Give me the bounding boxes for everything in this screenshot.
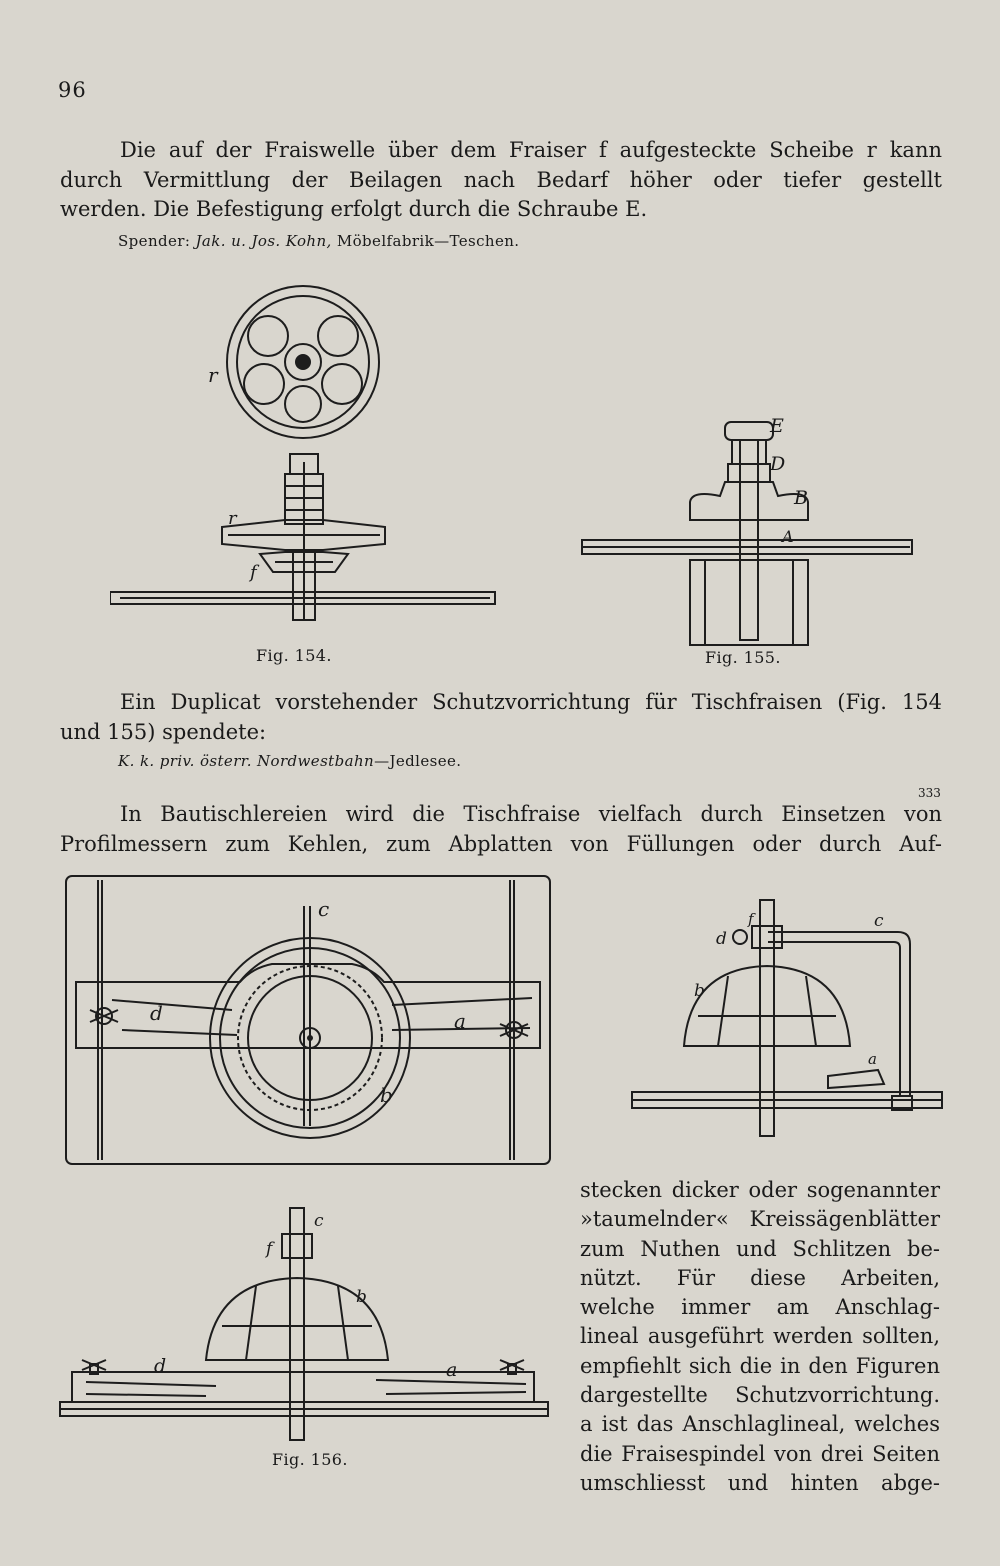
paragraph-2-line: Ein Duplicat vorstehender Schutzvorrichtung für Tischfraisen (Fig. 154 — [120, 690, 942, 714]
side-text-line: zum Nuthen und Schlitzen be- — [580, 1236, 940, 1261]
fig156-label-c: c — [318, 897, 330, 921]
figure-156-side-view — [628, 896, 950, 1146]
fig155-label-A: A — [782, 527, 794, 546]
paragraph-2 — [60, 688, 942, 747]
fig156-side-label-d: d — [716, 929, 727, 949]
fig-155-caption: Fig. 155. — [705, 648, 781, 667]
paragraph-1 — [60, 136, 942, 225]
fig156-label-b-top: b — [380, 1083, 393, 1107]
fig156-front-label-d: d — [154, 1355, 167, 1377]
paragraph-3-line: In Bautischlereien wird die Tischfraise vielfach durch Einsetzen von — [120, 802, 942, 826]
donor-2-rest: —Jedlesee. — [374, 752, 462, 770]
side-text-line: empfiehlt sich die in den Figuren — [580, 1353, 940, 1378]
donor-rest: Möbelfabrik—Teschen. — [336, 232, 520, 250]
side-text-line: die Fraisespindel von drei Seiten — [580, 1441, 940, 1466]
donor-line-1 — [118, 232, 519, 250]
side-text-line: welche immer am Anschlag- — [580, 1295, 940, 1320]
donor-names: Jak. u. Jos. Kohn, — [195, 232, 332, 250]
fig154-label-r-top: r — [208, 363, 218, 387]
side-text-line: stecken dicker oder sogenannter — [580, 1178, 940, 1202]
paragraph-1-line: werden. Die Befestigung erfolgt durch die Schraube E. — [60, 197, 648, 221]
page-number: 96 — [58, 78, 87, 102]
paragraph-3-line: Profilmessern zum Kehlen, zum Abplatten von Füllungen oder durch Auf- — [60, 831, 942, 856]
side-text-line: a ist das Anschlaglineal, welches — [580, 1412, 940, 1437]
fig156-side-label-b: b — [694, 981, 705, 1001]
paragraph-1-line: durch Vermittlung der Beilagen nach Bedarf höher oder tiefer gestellt — [60, 167, 942, 192]
fig156-side-label-c: c — [874, 911, 884, 931]
donor-prefix: Spender: — [118, 232, 191, 250]
figure-156-top-view — [62, 870, 556, 1170]
fig156-label-d-top: d — [150, 1001, 163, 1025]
side-text-line: lineal ausgeführt werden sollten, — [580, 1324, 940, 1349]
fig155-label-E: E — [770, 415, 784, 437]
figure-155 — [580, 410, 920, 650]
paragraph-3 — [60, 800, 942, 859]
margin-number: 333 — [918, 786, 941, 800]
fig156-front-label-f: f — [266, 1239, 273, 1259]
fig154-label-r-mid: r — [228, 508, 237, 529]
paragraph-1-line: Die auf der Fraiswelle über dem Fraiser f aufgesteckte Scheibe r kann — [120, 138, 942, 162]
fig155-label-D: D — [770, 453, 786, 475]
fig154-label-f: f — [250, 562, 257, 583]
side-text-line: dargestellte Schutzvorrichtung. — [580, 1383, 940, 1408]
side-column-text — [580, 1176, 940, 1498]
fig155-label-B: B — [794, 487, 808, 509]
paragraph-2-line: und 155) spendete: — [60, 719, 267, 744]
figure-154 — [110, 262, 510, 642]
fig156-side-label-f: f — [748, 910, 754, 928]
side-text-line: umschliesst und hinten abge- — [580, 1470, 940, 1495]
fig-154-caption: Fig. 154. — [256, 646, 332, 665]
donor-2-names: K. k. priv. österr. Nordwestbahn — [118, 752, 375, 770]
donor-line-2 — [118, 752, 461, 770]
side-text-line: »taumelnder« Kreissägenblätter — [580, 1207, 940, 1232]
fig-156-caption: Fig. 156. — [272, 1450, 348, 1469]
side-text-line: nützt. Für diese Arbeiten, — [580, 1265, 940, 1290]
fig156-front-label-a: a — [446, 1359, 458, 1381]
figure-156-front-view — [56, 1200, 556, 1450]
fig156-front-label-c: c — [314, 1211, 324, 1231]
fig156-side-label-a: a — [868, 1050, 877, 1068]
fig156-front-label-b: b — [356, 1287, 367, 1307]
fig156-label-a-top: a — [454, 1009, 466, 1033]
